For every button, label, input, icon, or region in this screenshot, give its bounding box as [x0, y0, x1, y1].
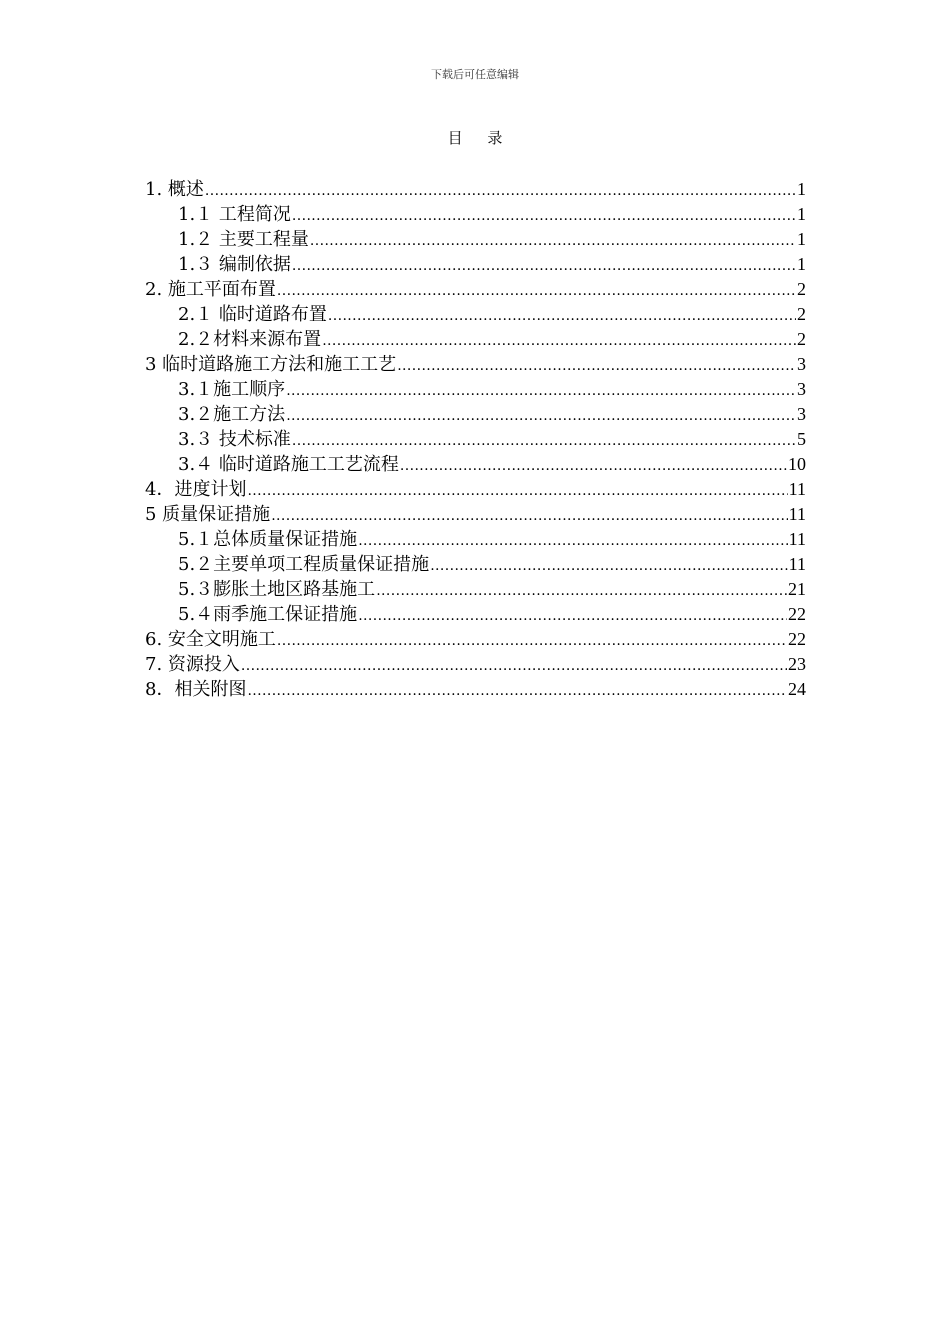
- toc-page-number: 11: [788, 529, 806, 549]
- toc-dot-leader: [322, 329, 796, 352]
- page-header: 下载后可任意编辑: [431, 68, 519, 81]
- toc-page-number: 24: [788, 679, 806, 699]
- toc-entry-label: 5.３膨胀土地区路基施工: [178, 579, 376, 600]
- toc-dot-leader: [286, 404, 796, 427]
- toc-entry[interactable]: [145, 477, 806, 502]
- toc-entry[interactable]: [145, 577, 806, 602]
- toc-dot-leader: [397, 354, 796, 377]
- toc-entry-label: 3 临时道路施工方法和施工工艺: [145, 354, 397, 375]
- toc-entry[interactable]: [145, 377, 806, 402]
- toc-page-number: 2: [797, 279, 806, 299]
- table-of-contents: [145, 177, 806, 702]
- toc-entry-label: 2.２材料来源布置: [178, 329, 322, 350]
- toc-page-number: 2: [797, 304, 806, 324]
- toc-dot-leader: [247, 679, 787, 702]
- toc-entry[interactable]: [145, 427, 806, 452]
- toc-entry-label: 3.２施工方法: [178, 404, 286, 425]
- toc-entry[interactable]: [145, 227, 806, 252]
- toc-entry[interactable]: [145, 302, 806, 327]
- toc-entry-label: 3.４ 临时道路施工工艺流程: [178, 454, 399, 475]
- toc-entry[interactable]: [145, 527, 806, 552]
- toc-dot-leader: [328, 304, 796, 327]
- toc-page-number: 11: [788, 554, 806, 574]
- toc-entry-label: 2. 施工平面布置: [145, 279, 276, 300]
- toc-page-number: 2: [797, 329, 806, 349]
- toc-dot-leader: [400, 454, 787, 477]
- toc-entry[interactable]: [145, 202, 806, 227]
- toc-page-number: 21: [788, 579, 806, 599]
- toc-entry[interactable]: [145, 327, 806, 352]
- toc-entry[interactable]: [145, 452, 806, 477]
- toc-entry-label: 5.４雨季施工保证措施: [178, 604, 358, 625]
- toc-entry[interactable]: [145, 402, 806, 427]
- toc-entry[interactable]: [145, 177, 806, 202]
- toc-entry[interactable]: [145, 677, 806, 702]
- toc-page-number: 10: [788, 454, 806, 474]
- toc-entry-label: 2.１ 临时道路布置: [178, 304, 327, 325]
- toc-entry-label: 3.３ 技术标准: [178, 429, 291, 450]
- toc-entry[interactable]: [145, 552, 806, 577]
- toc-entry-label: 1.２ 主要工程量: [178, 229, 309, 250]
- toc-page-number: 3: [797, 354, 806, 374]
- toc-title: 目 录: [447, 129, 513, 147]
- toc-dot-leader: [292, 204, 796, 227]
- toc-page-number: 3: [797, 379, 806, 399]
- toc-entry-label: 5.１总体质量保证措施: [178, 529, 358, 550]
- toc-page-number: 1: [797, 254, 806, 274]
- toc-entry-label: 6. 安全文明施工: [145, 629, 276, 650]
- toc-dot-leader: [292, 254, 796, 277]
- toc-dot-leader: [292, 429, 796, 452]
- toc-entry[interactable]: [145, 627, 806, 652]
- toc-entry[interactable]: [145, 652, 806, 677]
- toc-dot-leader: [358, 529, 787, 552]
- toc-entry-label: 8．相关附图: [145, 679, 247, 700]
- toc-entry-label: 1. 概述: [145, 179, 204, 200]
- toc-page-number: 3: [797, 404, 806, 424]
- toc-entry[interactable]: [145, 352, 806, 377]
- toc-dot-leader: [277, 629, 787, 652]
- toc-entry-label: 4．进度计划: [145, 479, 247, 500]
- toc-entry-label: 3.１施工顺序: [178, 379, 286, 400]
- toc-page-number: 1: [797, 179, 806, 199]
- toc-page-number: 22: [788, 629, 806, 649]
- toc-entry-label: 5.２主要单项工程质量保证措施: [178, 554, 430, 575]
- toc-page-number: 22: [788, 604, 806, 624]
- toc-entry-label: 1.１ 工程简况: [178, 204, 291, 225]
- toc-dot-leader: [376, 579, 787, 602]
- toc-dot-leader: [247, 479, 787, 502]
- toc-entry[interactable]: [145, 602, 806, 627]
- toc-page-number: 5: [797, 429, 806, 449]
- toc-dot-leader: [286, 379, 796, 402]
- toc-page-number: 11: [788, 504, 806, 524]
- toc-page-number: 1: [797, 229, 806, 249]
- toc-page-number: 23: [788, 654, 806, 674]
- toc-entry[interactable]: [145, 277, 806, 302]
- toc-entry-label: 1.３ 编制依据: [178, 254, 291, 275]
- toc-entry[interactable]: [145, 502, 806, 527]
- toc-entry[interactable]: [145, 252, 806, 277]
- toc-entry-label: 7. 资源投入: [145, 654, 240, 675]
- toc-entry-label: 5 质量保证措施: [145, 504, 271, 525]
- toc-dot-leader: [358, 604, 787, 627]
- toc-dot-leader: [277, 279, 796, 302]
- toc-dot-leader: [310, 229, 796, 252]
- toc-dot-leader: [271, 504, 787, 527]
- toc-page-number: 11: [788, 479, 806, 499]
- toc-dot-leader: [241, 654, 787, 677]
- toc-dot-leader: [205, 179, 796, 202]
- toc-page-number: 1: [797, 204, 806, 224]
- toc-dot-leader: [430, 554, 787, 577]
